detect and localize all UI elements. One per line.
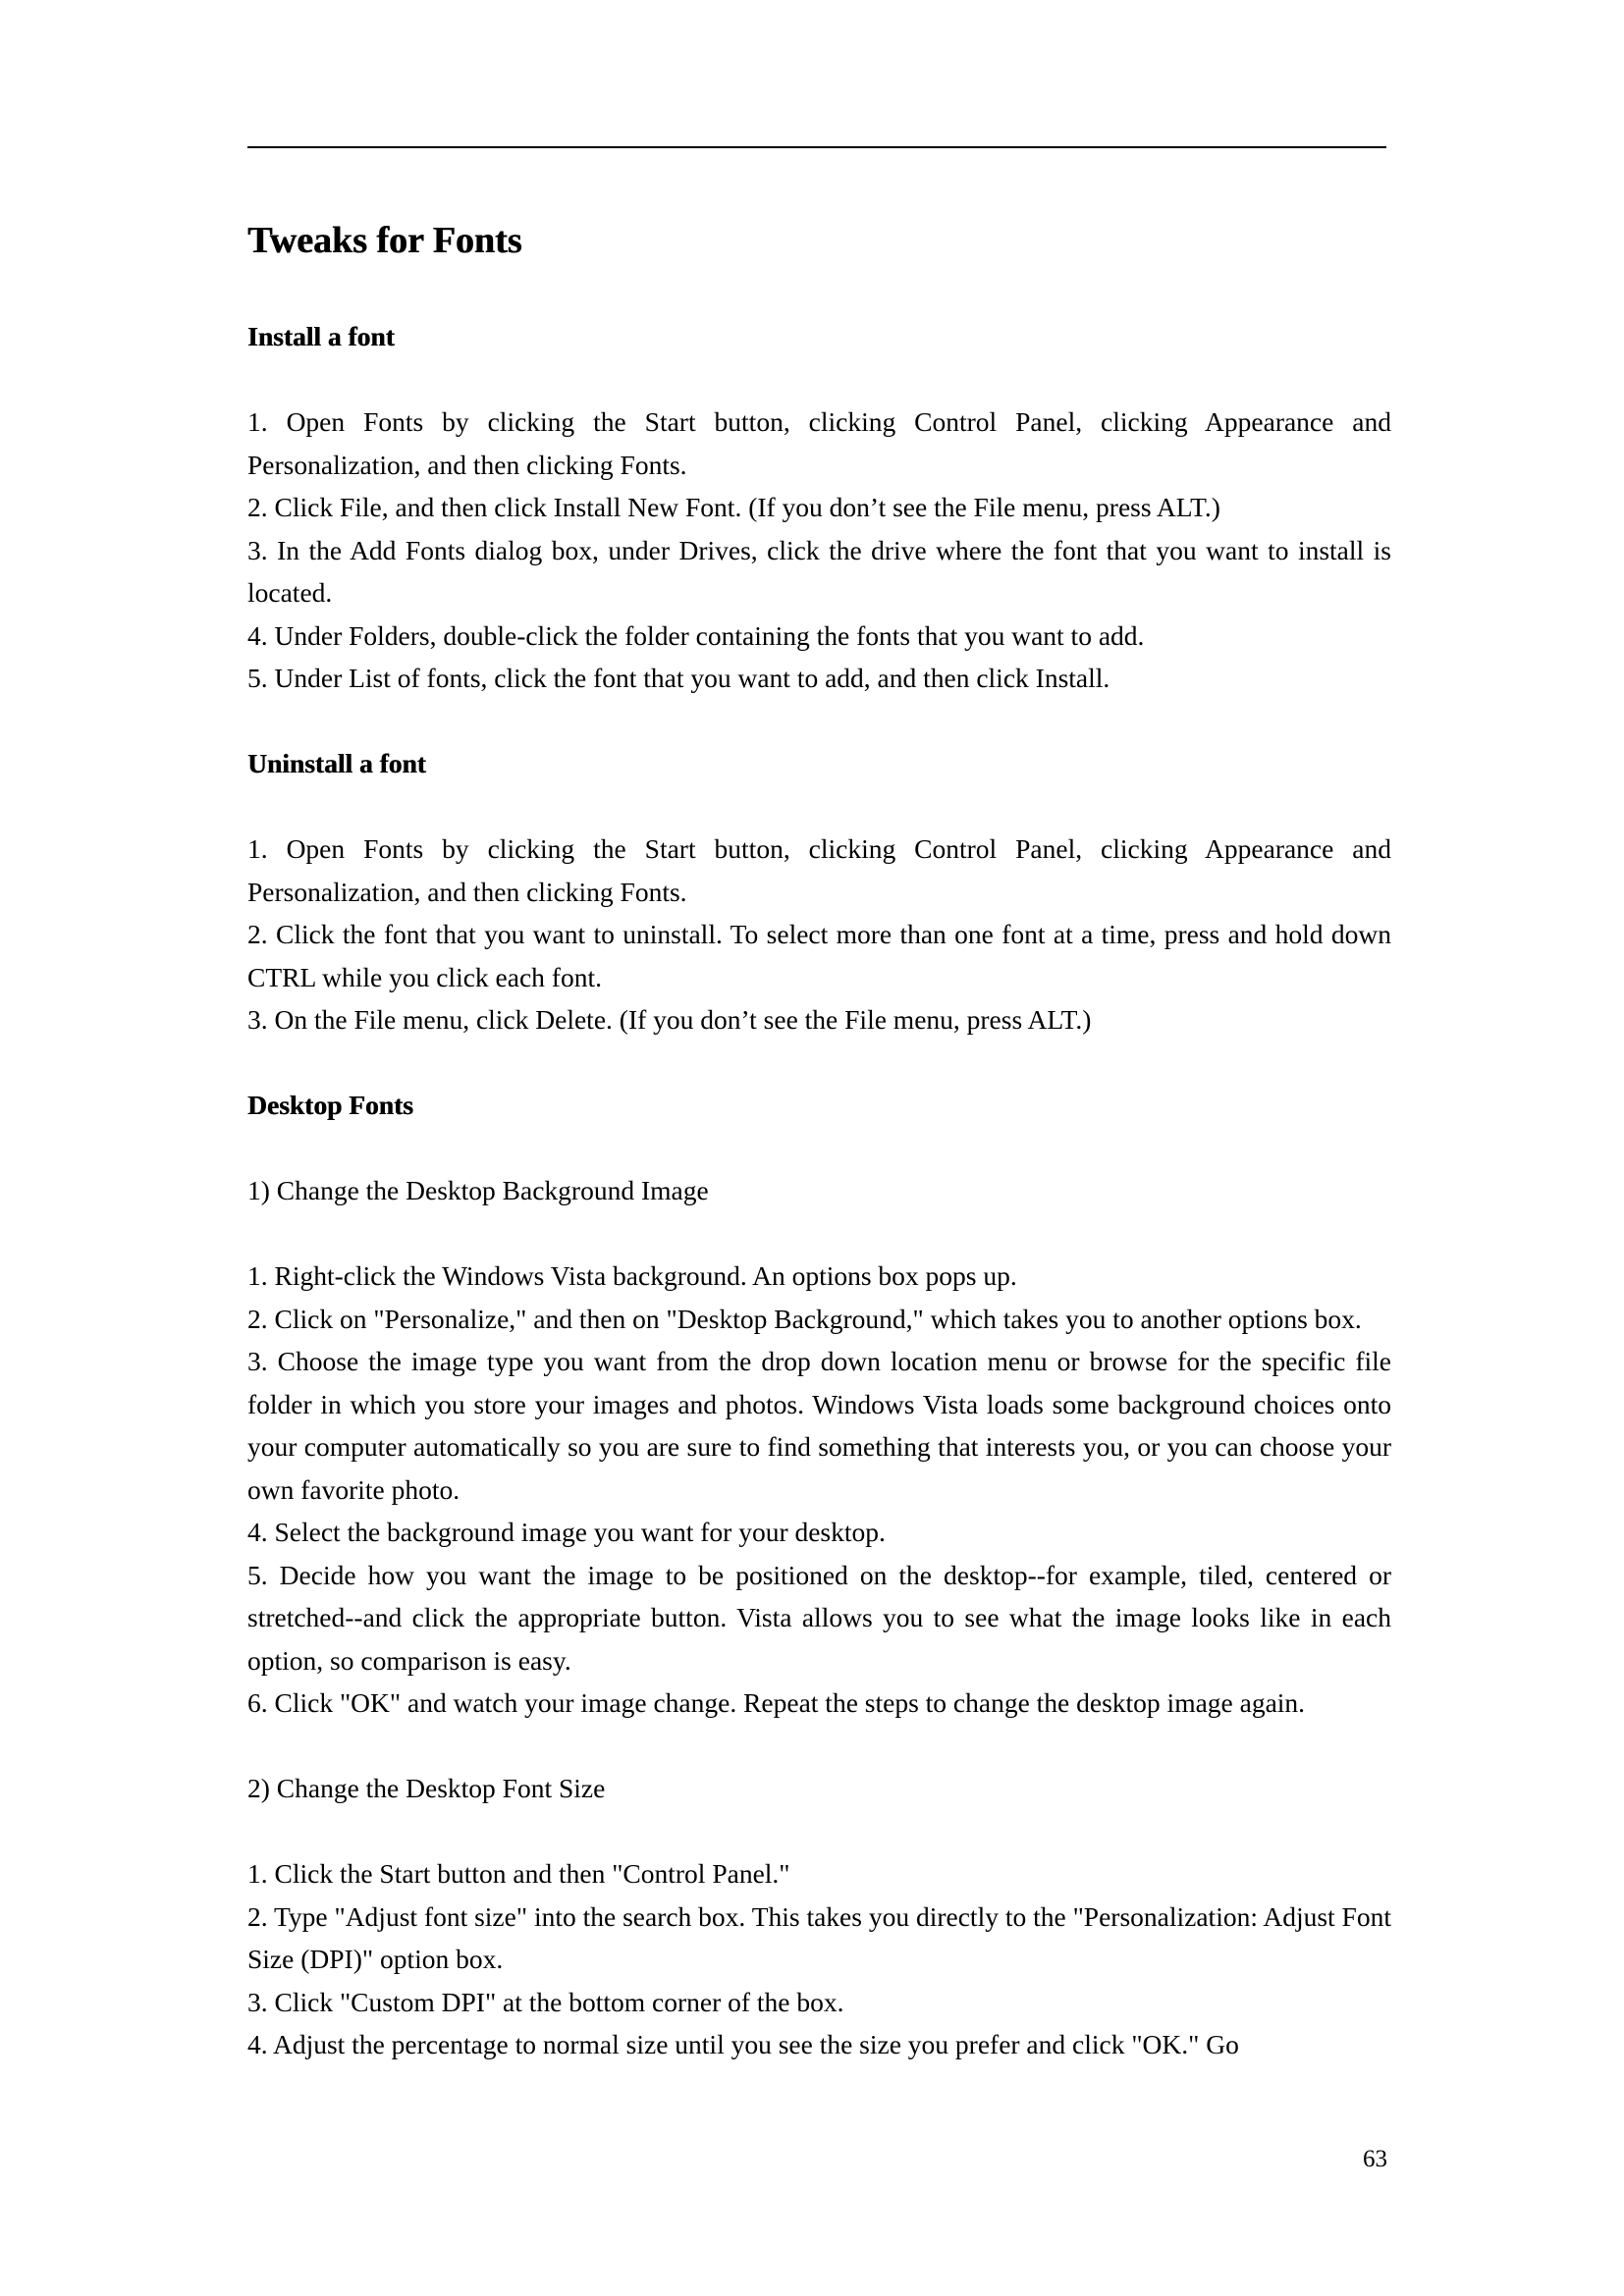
paragraph: 3. On the File menu, click Delete. (If you don’t see the File menu, press ALT.) [247,1004,1092,1035]
paragraph: 5. Under List of fonts, click the font that you want to add, and then click Install. [247,663,1110,693]
paragraph: 3. In the Add Fonts dialog box, under Drives, click the drive where the font that you want to install is located. [247,534,1391,608]
paragraph: 4. Adjust the percentage to normal size until you see the size you prefer and click "OK." Go [247,2029,1239,2059]
section-heading: Desktop Fonts [247,1090,413,1120]
paragraph: 1. Click the Start button and then "Control Panel." [247,1858,790,1889]
paragraph: 1) Change the Desktop Background Image [247,1175,709,1205]
paragraph: 1. Right-click the Windows Vista background. An options box pops up. [247,1260,1017,1291]
paragraph: 4. Under Folders, double-click the folder containing the fonts that you want to add. [247,619,1145,651]
paragraph: 1. Open Fonts by clicking the Start button, clicking Control Panel, clicking Appearance and Personalization, and then clicking Fonts. [247,833,1391,907]
paragraph: 3. Click "Custom DPI" at the bottom corner of the box. [247,1986,844,2017]
page-content [247,201,1391,2109]
paragraph: 3. Choose the image type you want from the drop down location menu or browse for the specific file folder in which you store your images and photos. Windows Vista loads some background choices onto your computer automatically so you are sure to find something that interests you, or you can choose your own favorite photo. [247,1346,1391,1505]
chapter-title: Tweaks for Fonts [247,220,522,261]
paragraph: 2. Type "Adjust font size" into the search box. This takes you directly to the "Personalization: Adjust Font Size (DPI)" option box. [247,1900,1391,1974]
header-rule [247,146,1386,148]
paragraph: 2. Click on "Personalize," and then on "Desktop Background," which takes you to another options box. [247,1303,1362,1334]
paragraph: 5. Decide how you want the image to be positioned on the desktop--for example, tiled, centered or stretched--and click the appropriate button. Vista allows you to see what the image looks like in each option, so comparison is easy. [247,1559,1391,1676]
paragraph: 6. Click "OK" and watch your image change. Repeat the steps to change the desktop image again. [247,1687,1306,1718]
paragraph: 1. Open Fonts by clicking the Start button, clicking Control Panel, clicking Appearance and Personalization, and then clicking Fonts. [247,406,1391,480]
paragraph: 4. Select the background image you want for your desktop. [247,1517,886,1547]
page-number: 63 [1363,2146,1387,2172]
section-heading: Install a font [247,321,395,351]
paragraph: 2. Click the font that you want to uninstall. To select more than one font at a time, press and hold down CTRL while you click each font. [247,919,1391,992]
paragraph: 2. Click File, and then click Install New Font. (If you don’t see the File menu, press ALT.) [247,492,1220,522]
paragraph: 2) Change the Desktop Font Size [247,1773,606,1803]
section-heading: Uninstall a font [247,748,426,778]
